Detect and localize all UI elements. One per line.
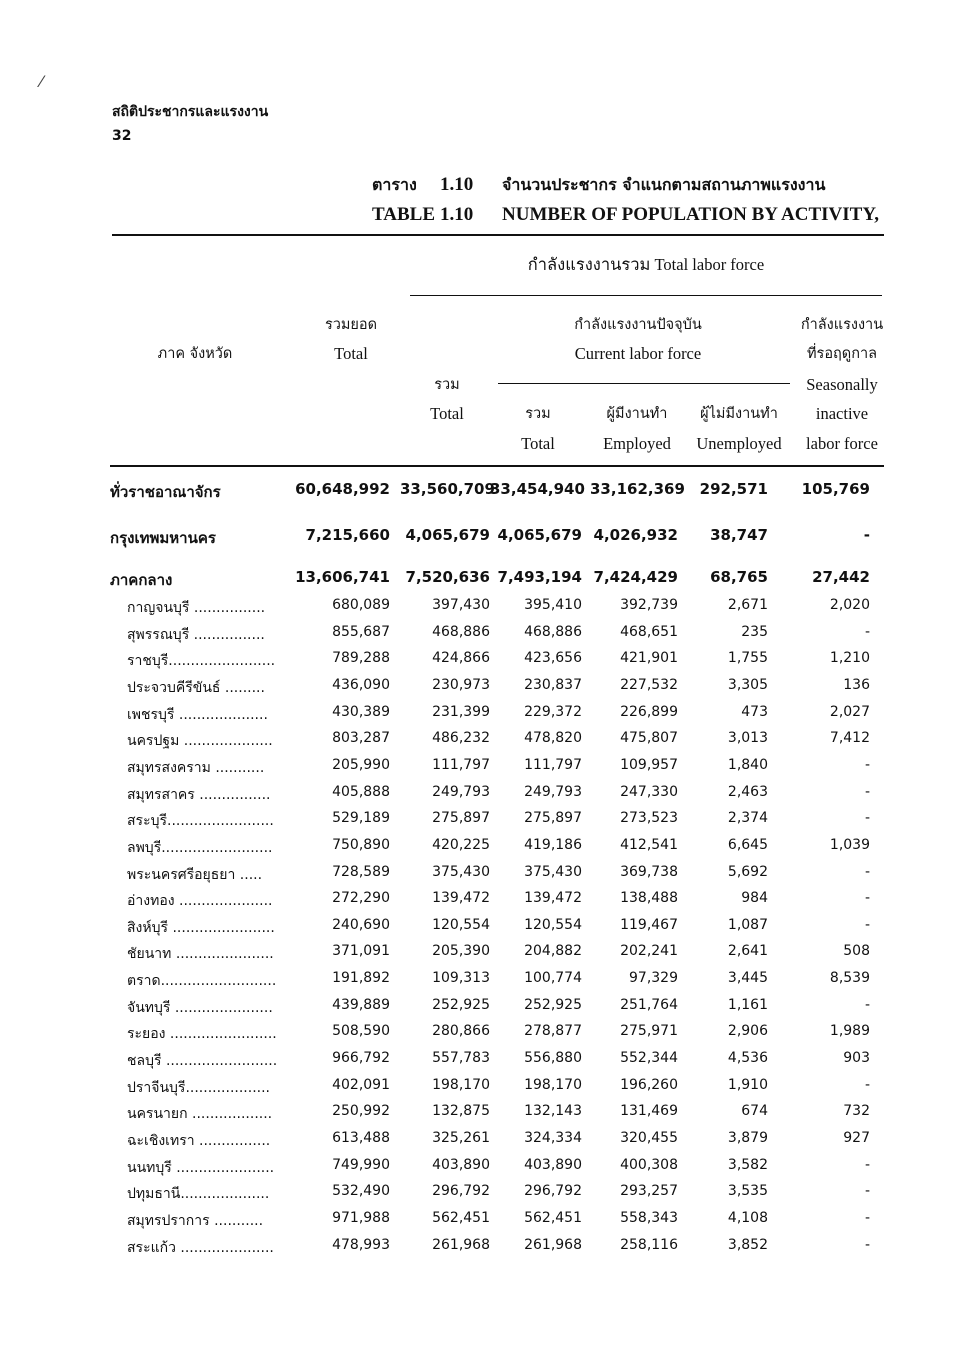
cell-lf-total: 325,261 — [432, 1130, 490, 1146]
cell-seasonal: 27,442 — [812, 568, 870, 586]
cell-total: 60,648,992 — [295, 480, 390, 498]
cell-lf-total: 375,430 — [432, 863, 490, 880]
table-title — [372, 170, 879, 230]
cell-total: 191,892 — [332, 970, 390, 987]
cell-lf-total: 249,793 — [432, 783, 490, 800]
table-row — [110, 997, 890, 1023]
cell-total: 205,990 — [332, 756, 390, 773]
cell-lf-total: 109,313 — [432, 970, 490, 987]
cell-employed: 412,541 — [620, 836, 678, 853]
cell-cur-total: 403,890 — [524, 1156, 582, 1173]
table-row — [110, 677, 890, 703]
row-name: ลพบุรี......................... — [127, 839, 273, 856]
table-row — [110, 1237, 890, 1263]
cell-seasonal: 2,020 — [829, 597, 870, 613]
cell-lf-total: 468,886 — [432, 623, 490, 640]
labor-force-rule — [410, 295, 882, 296]
cell-lf-total: 397,430 — [432, 597, 490, 613]
cell-lf-total: 132,875 — [432, 1103, 490, 1120]
cell-employed: 392,739 — [620, 597, 678, 613]
cell-total: 508,590 — [332, 1023, 390, 1040]
cell-seasonal: - — [864, 863, 870, 880]
row-name: นครนายก .................. — [127, 1106, 273, 1123]
pen-mark: ⁄ — [40, 72, 43, 91]
row-name: นนทบุรี ...................... — [127, 1159, 275, 1176]
title-number-english: 1.10 — [440, 204, 474, 225]
cell-unemployed: 1,840 — [727, 756, 768, 773]
cell-unemployed: 6,645 — [727, 836, 768, 853]
title-text-english: NUMBER OF POPULATION BY ACTIVITY, — [502, 204, 880, 225]
cell-employed: 273,523 — [620, 810, 678, 827]
cell-unemployed: 1,910 — [727, 1076, 768, 1093]
cell-cur-total: 261,968 — [524, 1236, 582, 1253]
cell-employed: 293,257 — [620, 1183, 678, 1200]
cell-unemployed: 2,463 — [727, 783, 768, 800]
cell-lf-total: 198,170 — [432, 1076, 490, 1093]
cell-lf-total: 33,560,709 — [400, 480, 495, 498]
cell-cur-total: 419,186 — [524, 836, 582, 853]
cell-lf-total: 231,399 — [432, 703, 490, 720]
cell-cur-total: 296,792 — [524, 1183, 582, 1200]
cell-seasonal: 903 — [843, 1050, 870, 1067]
table-row — [110, 1077, 890, 1103]
cell-unemployed: 3,445 — [727, 970, 768, 987]
cell-total: 7,215,660 — [305, 526, 390, 544]
title-row-english — [372, 200, 879, 230]
table-row — [110, 650, 890, 676]
table-row — [110, 890, 890, 916]
cell-employed: 226,899 — [620, 703, 678, 720]
cell-employed: 552,344 — [620, 1050, 678, 1067]
region-header: ภาค จังหวัด — [157, 346, 233, 362]
lf-total-header-en: Total — [430, 404, 464, 423]
cell-unemployed: 4,536 — [727, 1050, 768, 1067]
cell-total: 750,890 — [332, 836, 390, 853]
cell-lf-total: 4,065,679 — [405, 526, 490, 544]
table-row — [110, 1210, 890, 1236]
cell-seasonal: 8,539 — [829, 970, 870, 987]
row-name: ราชบุรี........................ — [127, 653, 276, 670]
cell-unemployed: 1,161 — [727, 996, 768, 1013]
table-row — [110, 730, 890, 756]
cell-cur-total: 132,143 — [524, 1103, 582, 1120]
cell-total: 613,488 — [332, 1130, 390, 1146]
table-row — [110, 568, 890, 594]
cell-total: 803,287 — [332, 730, 390, 747]
cell-unemployed: 2,671 — [727, 597, 768, 613]
cell-employed: 227,532 — [620, 676, 678, 693]
table-row — [110, 480, 890, 506]
cell-unemployed: 1,087 — [727, 916, 768, 933]
cell-cur-total: 252,925 — [524, 996, 582, 1013]
cell-lf-total: 562,451 — [432, 1209, 490, 1226]
row-name: ประจวบคีรีขันธ์ ......... — [127, 679, 265, 696]
row-name: สุพรรณบุรี ................ — [127, 626, 265, 643]
row-name: ทั่วราชอาณาจักร — [110, 483, 221, 501]
cell-seasonal: 1,989 — [829, 1023, 870, 1040]
page-number: 32 — [112, 128, 132, 144]
cell-total: 532,490 — [332, 1183, 390, 1200]
row-name: สระแก้ว ..................... — [127, 1239, 274, 1256]
row-name: สมุทรสาคร ................ — [127, 786, 271, 803]
cell-seasonal: 1,039 — [829, 836, 870, 853]
cell-lf-total: 403,890 — [432, 1156, 490, 1173]
labor-force-header: กำลังแรงงานรวม Total labor force — [527, 255, 765, 274]
cell-employed: 247,330 — [620, 783, 678, 800]
cell-seasonal: 732 — [843, 1103, 870, 1120]
cell-unemployed: 68,765 — [710, 568, 768, 586]
row-name: ชัยนาท ...................... — [127, 946, 274, 963]
cell-seasonal: - — [864, 783, 870, 800]
title-text-thai: จำนวนประชากร จำแนกตามสถานภาพแรงงาน — [502, 175, 826, 194]
current-labor-rule — [498, 383, 790, 384]
cell-employed: 369,738 — [620, 863, 678, 880]
cur-total-header-en: Total — [521, 434, 555, 453]
cell-cur-total: 33,454,940 — [490, 480, 585, 498]
cell-unemployed: 2,374 — [727, 810, 768, 827]
cell-lf-total: 275,897 — [432, 810, 490, 827]
table-row — [110, 1157, 890, 1183]
cell-unemployed: 3,535 — [727, 1183, 768, 1200]
cell-total: 402,091 — [332, 1076, 390, 1093]
cell-total: 439,889 — [332, 996, 390, 1013]
cell-employed: 275,971 — [620, 1023, 678, 1040]
row-name: จันทบุรี ...................... — [127, 999, 273, 1016]
cell-seasonal: 105,769 — [801, 480, 870, 498]
cell-unemployed: 2,906 — [727, 1023, 768, 1040]
row-name: เพชรบุรี .................... — [127, 706, 268, 723]
cell-employed: 202,241 — [620, 943, 678, 960]
total-header-th: รวมยอด — [324, 317, 378, 333]
cell-total: 430,389 — [332, 703, 390, 720]
cell-cur-total: 230,837 — [524, 676, 582, 693]
cell-lf-total: 557,783 — [432, 1050, 490, 1067]
cell-seasonal: - — [864, 623, 870, 640]
cell-employed: 196,260 — [620, 1076, 678, 1093]
cur-total-header-th: รวม — [525, 406, 551, 422]
cell-employed: 320,455 — [620, 1130, 678, 1146]
cell-cur-total: 468,886 — [524, 623, 582, 640]
cell-total: 971,988 — [332, 1209, 390, 1226]
cell-employed: 421,901 — [620, 650, 678, 667]
cell-seasonal: - — [864, 1076, 870, 1093]
row-name: กรุงเทพมหานคร — [110, 529, 216, 547]
cell-lf-total: 7,520,636 — [405, 568, 490, 586]
table-row — [110, 864, 890, 890]
header-top-rule — [112, 234, 884, 236]
cell-employed: 33,162,369 — [590, 480, 685, 498]
cell-total: 855,687 — [332, 623, 390, 640]
cell-lf-total: 111,797 — [432, 756, 490, 773]
cell-total: 272,290 — [332, 890, 390, 907]
cell-employed: 251,764 — [620, 996, 678, 1013]
cell-unemployed: 1,755 — [727, 650, 768, 667]
table-row — [110, 624, 890, 650]
seasonal-header-th1: กำลังแรงงาน — [800, 317, 884, 333]
cell-employed: 558,343 — [620, 1209, 678, 1226]
title-number-thai: 1.10 — [440, 174, 474, 195]
cell-cur-total: 375,430 — [524, 863, 582, 880]
table-row — [110, 810, 890, 836]
table-row — [110, 1183, 890, 1209]
table-row — [110, 837, 890, 863]
cell-employed: 258,116 — [620, 1236, 678, 1253]
row-name: สมุทรสงคราม ........... — [127, 759, 265, 776]
cell-unemployed: 3,305 — [727, 676, 768, 693]
table-row — [110, 1023, 890, 1049]
row-name: สมุทรปราการ ........... — [127, 1212, 264, 1229]
cell-cur-total: 229,372 — [524, 703, 582, 720]
row-name: ฉะเชิงเทรา ................ — [127, 1133, 271, 1149]
cell-cur-total: 478,820 — [524, 730, 582, 747]
row-name: กาญจนบุรี ................ — [127, 600, 266, 616]
cell-unemployed: 2,641 — [727, 943, 768, 960]
cell-cur-total: 111,797 — [524, 756, 582, 773]
publication-title: สถิติประชากรและแรงงาน — [112, 104, 269, 120]
cell-cur-total: 4,065,679 — [497, 526, 582, 544]
cell-unemployed: 674 — [741, 1103, 768, 1120]
current-labor-header-th: กำลังแรงงานปัจจุบัน — [574, 317, 702, 333]
employed-header-en: Employed — [603, 434, 671, 453]
row-name: ระยอง ........................ — [127, 1026, 277, 1043]
cell-unemployed: 984 — [741, 890, 768, 907]
cell-employed: 138,488 — [620, 890, 678, 907]
cell-seasonal: 2,027 — [829, 703, 870, 720]
cell-seasonal: - — [863, 526, 870, 544]
cell-employed: 4,026,932 — [593, 526, 678, 544]
cell-total: 250,992 — [332, 1103, 390, 1120]
cell-lf-total: 120,554 — [432, 916, 490, 933]
cell-total: 789,288 — [332, 650, 390, 667]
cell-unemployed: 5,692 — [727, 863, 768, 880]
cell-total: 240,690 — [332, 916, 390, 933]
title-label-english: TABLE — [372, 204, 436, 225]
cell-employed: 7,424,429 — [593, 568, 678, 586]
cell-total: 529,189 — [332, 810, 390, 827]
cell-cur-total: 120,554 — [524, 916, 582, 933]
cell-total: 478,993 — [332, 1236, 390, 1253]
cell-employed: 97,329 — [629, 970, 678, 987]
cell-total: 749,990 — [332, 1156, 390, 1173]
row-name: ภาคกลาง — [110, 571, 173, 589]
cell-cur-total: 7,493,194 — [497, 568, 582, 586]
cell-cur-total: 395,410 — [524, 597, 582, 613]
cell-cur-total: 423,656 — [524, 650, 582, 667]
cell-seasonal: - — [864, 890, 870, 907]
cell-cur-total: 275,897 — [524, 810, 582, 827]
cell-lf-total: 252,925 — [432, 996, 490, 1013]
cell-seasonal: - — [864, 916, 870, 933]
lf-total-header-th: รวม — [434, 377, 460, 393]
cell-unemployed: 235 — [741, 623, 768, 640]
cell-unemployed: 4,108 — [727, 1209, 768, 1226]
cell-lf-total: 424,866 — [432, 650, 490, 667]
cell-unemployed: 38,747 — [710, 526, 768, 544]
row-name: อ่างทอง ..................... — [127, 893, 273, 910]
row-name: พระนครศรีอยุธยา ..... — [127, 866, 263, 883]
page-header — [112, 100, 268, 148]
table-row — [110, 1130, 890, 1156]
row-name: นครปฐม .................... — [127, 733, 273, 750]
row-name: สระบุรี........................ — [127, 813, 274, 830]
row-name: ตราด.......................... — [127, 973, 277, 990]
cell-cur-total: 278,877 — [524, 1023, 582, 1040]
row-name: ชลบุรี ......................... — [127, 1053, 278, 1070]
cell-seasonal: 7,412 — [829, 730, 870, 747]
cell-total: 405,888 — [332, 783, 390, 800]
cell-cur-total: 249,793 — [524, 783, 582, 800]
cell-unemployed: 473 — [741, 703, 768, 720]
table-row — [110, 1103, 890, 1129]
seasonal-header-en3: labor force — [806, 434, 878, 453]
cell-total: 371,091 — [332, 943, 390, 960]
table-row — [110, 757, 890, 783]
current-labor-header-en: Current labor force — [574, 344, 702, 363]
cell-total: 728,589 — [332, 863, 390, 880]
table-row — [110, 943, 890, 969]
employed-header-th: ผู้มีงานทำ — [606, 406, 668, 422]
cell-employed: 400,308 — [620, 1156, 678, 1173]
table-row — [110, 526, 890, 552]
cell-seasonal: 927 — [843, 1130, 870, 1146]
cell-seasonal: 508 — [843, 943, 870, 960]
cell-employed: 131,469 — [620, 1103, 678, 1120]
unemployed-header-th: ผู้ไม่มีงานทำ — [700, 406, 778, 422]
row-name: ปทุมธานี.................... — [127, 1186, 270, 1203]
cell-seasonal: - — [864, 1183, 870, 1200]
cell-total: 966,792 — [332, 1050, 390, 1067]
cell-cur-total: 562,451 — [524, 1209, 582, 1226]
cell-seasonal: - — [864, 1236, 870, 1253]
cell-lf-total: 261,968 — [432, 1236, 490, 1253]
cell-seasonal: - — [864, 756, 870, 773]
cell-lf-total: 280,866 — [432, 1023, 490, 1040]
seasonal-header-en2: inactive — [815, 404, 869, 423]
seasonal-header-th2: ที่รอฤดูกาล — [806, 346, 878, 362]
cell-unemployed: 3,013 — [727, 730, 768, 747]
cell-unemployed: 3,582 — [727, 1156, 768, 1173]
cell-lf-total: 139,472 — [432, 890, 490, 907]
cell-seasonal: 136 — [843, 676, 870, 693]
cell-cur-total: 198,170 — [524, 1076, 582, 1093]
cell-cur-total: 139,472 — [524, 890, 582, 907]
unemployed-header-en: Unemployed — [696, 434, 782, 453]
row-name: สิงห์บุรี ....................... — [127, 919, 275, 936]
seasonal-header-en1: Seasonally — [806, 375, 878, 394]
cell-lf-total: 205,390 — [432, 943, 490, 960]
cell-unemployed: 292,571 — [699, 480, 768, 498]
cell-employed: 109,957 — [620, 756, 678, 773]
table-row — [110, 970, 890, 996]
total-header-en: Total — [334, 344, 368, 363]
row-name: ปราจีนบุรี................... — [127, 1079, 271, 1096]
cell-cur-total: 324,334 — [524, 1130, 582, 1146]
table-row — [110, 597, 890, 623]
cell-lf-total: 486,232 — [432, 730, 490, 747]
table-row — [110, 784, 890, 810]
cell-seasonal: 1,210 — [829, 650, 870, 667]
cell-employed: 475,807 — [620, 730, 678, 747]
cell-employed: 468,651 — [620, 623, 678, 640]
cell-seasonal: - — [864, 810, 870, 827]
cell-seasonal: - — [864, 1209, 870, 1226]
title-row-thai — [372, 170, 879, 200]
cell-lf-total: 296,792 — [432, 1183, 490, 1200]
cell-cur-total: 556,880 — [524, 1050, 582, 1067]
cell-cur-total: 204,882 — [524, 943, 582, 960]
cell-lf-total: 230,973 — [432, 676, 490, 693]
table-row — [110, 1050, 890, 1076]
table-row — [110, 704, 890, 730]
cell-total: 13,606,741 — [295, 568, 390, 586]
cell-total: 680,089 — [332, 597, 390, 613]
cell-unemployed: 3,879 — [727, 1130, 768, 1146]
cell-cur-total: 100,774 — [524, 970, 582, 987]
cell-total: 436,090 — [332, 676, 390, 693]
table-row — [110, 917, 890, 943]
title-label-thai: ตาราง — [372, 175, 417, 194]
header-bottom-rule — [110, 465, 884, 467]
cell-lf-total: 420,225 — [432, 836, 490, 853]
cell-seasonal: - — [864, 996, 870, 1013]
cell-unemployed: 3,852 — [727, 1236, 768, 1253]
cell-seasonal: - — [864, 1156, 870, 1173]
cell-employed: 119,467 — [620, 916, 678, 933]
